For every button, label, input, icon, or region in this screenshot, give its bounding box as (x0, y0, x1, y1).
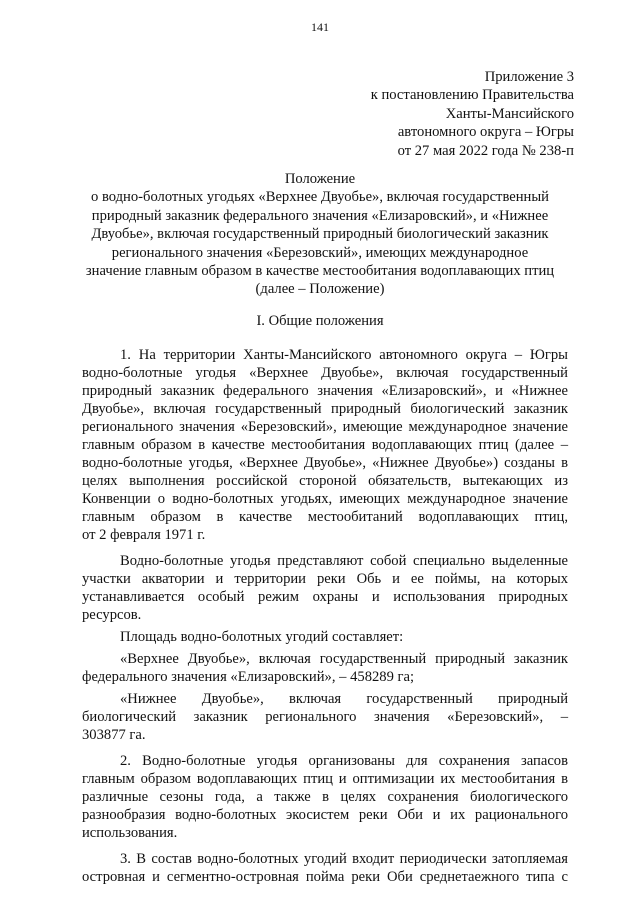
title-line: (далее – Положение) (255, 281, 385, 298)
body-text (82, 346, 568, 886)
appendix-line: автономного округа – Югры (397, 124, 574, 141)
text-line: использования. (82, 825, 178, 841)
text-line: островная и сегментно-островная пойма реки Оби среднетаежного типа с (82, 869, 568, 885)
paragraph (82, 346, 568, 544)
text-line: биологический заказник регионального значения «Березовский», – (82, 709, 568, 725)
text-line: 3. В состав водно-болотных угодий входит периодически затопляемая (120, 851, 568, 867)
text-line: 1. На территории Ханты-Мансийского автономного округа – Югры (120, 347, 568, 363)
text-line: федерального значения «Елизаровский», – 458289 га; (82, 669, 415, 685)
text-line: ресурсов. (82, 607, 142, 623)
text-line: различные сезоны года, а также в целях сохранения биологического (82, 789, 568, 805)
text-line: главным образом водоплавающих птиц и оптимизации их местообитания в (82, 771, 568, 787)
title-line: Положение (284, 171, 356, 187)
text-line: главным образом в качестве местообитания водоплавающих птиц (далее – (82, 437, 568, 453)
text-line: Конвенции о водно-болотных угодьях, имеющих международное значение (82, 491, 568, 507)
appendix-line: к постановлению Правительства (370, 87, 574, 104)
text-line: устанавливается особый режим охраны и использования природных (82, 589, 568, 605)
title-line: Двуобье», включая государственный природный биологический заказник (91, 226, 549, 243)
appendix-line: Приложение 3 (484, 69, 574, 85)
appendix-reference (371, 68, 574, 160)
text-line: «Нижнее Двуобье», включая государственный природный (120, 691, 568, 707)
paragraph (82, 650, 568, 686)
text-line: участки акватории и территории реки Обь и ее поймы, на которых (82, 571, 568, 587)
title-line: регионального значения «Березовский», имеющих международное (111, 244, 529, 261)
title-line: значение главным образом в качестве местообитания водоплавающих птиц (85, 263, 555, 280)
title-line: о водно-болотных угодьях «Верхнее Двуобье», включая государственный (91, 189, 549, 206)
paragraph (82, 690, 568, 744)
text-line: «Верхнее Двуобье», включая государственный природный заказник (120, 651, 568, 667)
title-line: природный заказник федерального значения «Елизаровский», и «Нижнее (91, 207, 549, 224)
text-line: разнообразия водно-болотных экосистем реки Оби и их рационального (82, 807, 568, 823)
text-line: 303877 га. (82, 727, 146, 743)
page-number: 141 (311, 20, 329, 34)
paragraph (82, 552, 568, 624)
text-line: Площадь водно-болотных угодий составляет: (120, 629, 404, 645)
text-line: Двуобье», включая государственный природный биологический заказник (82, 401, 568, 417)
text-line: целях выполнения российской стороной обязательств, вытекающих из (82, 473, 568, 489)
text-line: водно-болотные угодья, «Верхнее Двуобье», «Нижнее Двуобье») созданы в (82, 455, 568, 471)
text-line: природный заказник федерального значения «Елизаровский», и «Нижнее (82, 383, 568, 399)
text-line: водно-болотные угодья «Верхнее Двуобье», включая государственный (82, 365, 568, 381)
appendix-line: от 27 мая 2022 года № 238-п (397, 142, 574, 159)
text-line: главным образом в качестве местообитаний водоплавающих птиц, (82, 509, 568, 525)
appendix-line: Ханты-Мансийского (445, 105, 574, 122)
text-line: 2. Водно-болотные угодья организованы для сохранения запасов (120, 753, 568, 769)
text-line: Водно-болотные угодья представляют собой специально выделенные (120, 553, 568, 569)
text-line: регионального значения «Березовский», имеющие международное значение (82, 419, 568, 435)
paragraph (82, 628, 568, 646)
text-line: от 2 февраля 1971 г. (82, 527, 206, 543)
document-title (58, 170, 582, 299)
section-heading: I. Общие положения (256, 313, 384, 329)
paragraph (82, 850, 568, 886)
paragraph (82, 752, 568, 842)
